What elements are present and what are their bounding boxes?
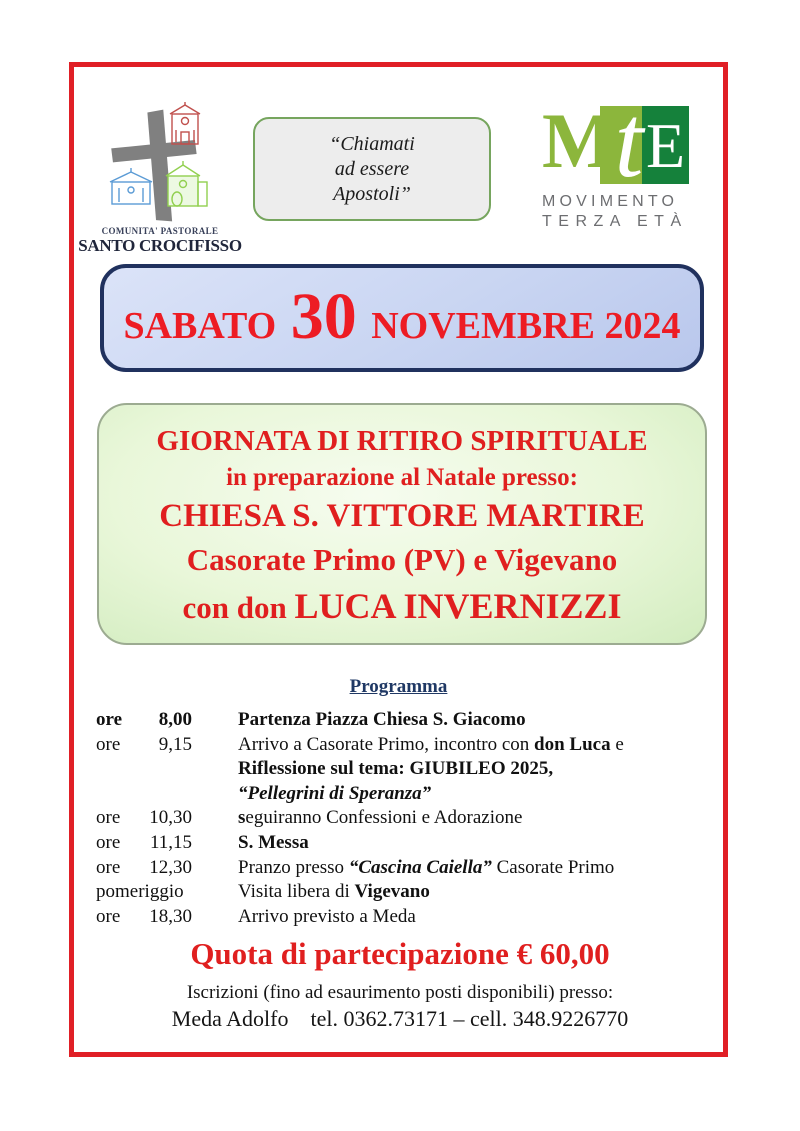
cross-icon — [109, 108, 200, 224]
mte-letter-e: E — [646, 110, 686, 181]
event-church: CHIESA S. VITTORE MARTIRE — [159, 498, 645, 534]
event-location: Casorate Primo (PV) e Vigevano — [186, 542, 618, 577]
program-row-description: S. Messa — [238, 831, 309, 853]
mte-caption-line2: TERZA ETÀ — [542, 213, 688, 230]
program-row-description: Pranzo presso “Cascina Caiella” Casorate Primo — [238, 856, 615, 878]
program-row-description: Arrivo previsto a Meda — [238, 905, 416, 927]
program-rows — [96, 708, 688, 929]
mte-caption-line1: MOVIMENTO — [542, 193, 679, 210]
date-banner-day: 30 — [290, 280, 357, 353]
event-title: GIORNATA DI RITIRO SPIRITUALE — [156, 425, 648, 457]
program-row — [96, 733, 688, 807]
program-row-time: 18,30 — [149, 905, 192, 927]
program-row-description: Visita libera di Vigevano — [238, 881, 430, 903]
event-presenter-name: LUCA INVERNIZZI — [294, 586, 622, 626]
event-subtitle: in preparazione al Natale presso: — [226, 464, 578, 491]
program-row-label: ore — [96, 807, 121, 829]
program-row — [96, 708, 688, 733]
mte-letter-m: M — [542, 97, 616, 184]
program-row-label: ore — [96, 831, 121, 853]
program-row — [96, 806, 688, 831]
program-row-time: 8,00 — [158, 709, 192, 730]
event-presenter — [99, 581, 705, 633]
program-row-time: 12,30 — [149, 856, 192, 878]
parish-name-large: SANTO CROCIFISSO — [78, 236, 242, 255]
date-banner-suffix: NOVEMBRE 2024 — [361, 305, 681, 347]
church-green-icon — [166, 161, 207, 206]
quote-line-2: ad essere — [334, 157, 410, 180]
registration-info: Iscrizioni (fino ad esaurimento posti disponibili) presso: — [186, 982, 614, 1003]
program-row-label: pomeriggio — [96, 881, 184, 903]
program-row — [96, 905, 688, 930]
mte-logo — [542, 84, 704, 231]
contact-info: Meda Adolfo tel. 0362.73171 – cell. 348.9226770 — [171, 1006, 629, 1031]
quote-line-1: “Chiamati — [329, 132, 415, 155]
program-row — [96, 831, 688, 856]
event-presenter-prefix: con don — [182, 590, 295, 625]
church-red-icon — [170, 102, 200, 144]
event-box — [97, 403, 707, 645]
date-banner — [100, 264, 704, 372]
program-row-description: Arrivo a Casorate Primo, incontro con don Luca e Riflessione sul tema: GIUBILEO 2025, “Pellegrini di Speranza” — [238, 733, 624, 804]
quote-box — [253, 117, 491, 221]
mte-logo-graphic-icon — [542, 84, 704, 199]
church-blue-icon — [110, 168, 152, 204]
program-row-label: ore — [96, 856, 121, 878]
program-row-description: seguiranno Confessioni e Adorazione — [238, 807, 523, 829]
program-row-description: Partenza Piazza Chiesa S. Giacomo — [238, 709, 526, 730]
quote-line-3: Apostoli” — [333, 182, 411, 205]
program-row — [96, 880, 688, 905]
fee-line: Quota di partecipazione € 60,00 — [190, 936, 610, 971]
parish-name-small: COMUNITA' PASTORALE — [101, 226, 219, 236]
program-row-label: ore — [96, 905, 121, 927]
date-banner-prefix: SABATO — [123, 305, 286, 347]
program-heading: Programma — [349, 676, 448, 697]
program-row-label: ore — [96, 709, 123, 730]
parish-cross-logo-icon — [96, 98, 226, 228]
program-row-time: 10,30 — [149, 807, 192, 829]
program-row — [96, 856, 688, 881]
program-row-label: ore — [96, 733, 121, 755]
mte-letter-t: t — [614, 84, 644, 199]
program-row-time: 9,15 — [158, 733, 192, 755]
program-row-time: 11,15 — [149, 831, 192, 853]
